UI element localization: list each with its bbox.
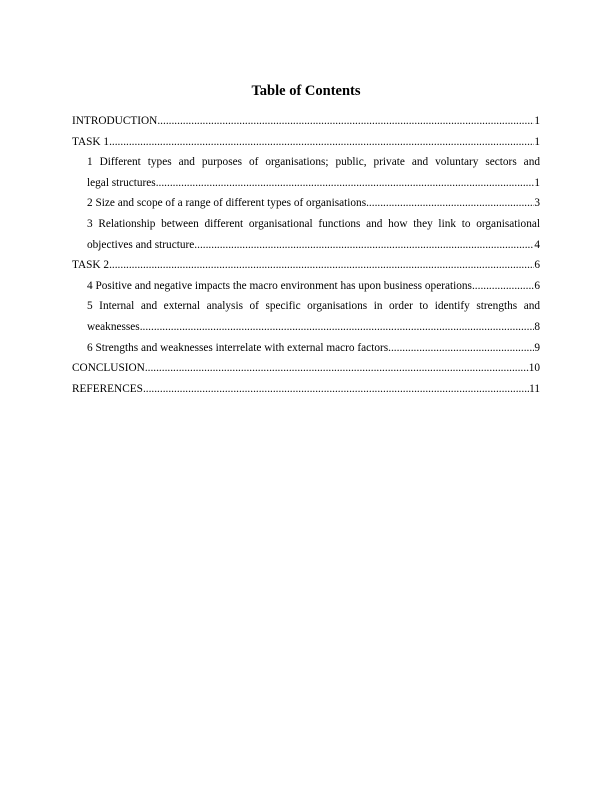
toc-entry-text: 2 Size and scope of a range of different types of organisations	[87, 197, 367, 210]
toc-entry-page: 1	[534, 135, 540, 148]
toc-entry-section-1[interactable]	[72, 152, 540, 193]
toc-entry-page: 6	[534, 259, 540, 272]
toc-entry-section-2[interactable]	[72, 193, 540, 214]
leader-dots	[143, 379, 529, 400]
toc-entry-page: 9	[534, 341, 540, 354]
toc-entry-text: INTRODUCTION	[72, 115, 158, 127]
leader-dots	[140, 317, 535, 338]
leader-dots	[145, 358, 529, 379]
toc-entry-page: 10	[528, 362, 540, 375]
toc-entry-introduction[interactable]	[72, 111, 540, 132]
leader-dots	[109, 255, 534, 276]
toc-entry-text: TASK 2	[72, 259, 110, 272]
toc-entry-section-3[interactable]	[72, 214, 540, 255]
toc-entry-text-line2: legal structures	[87, 176, 156, 189]
toc-title: Table of Contents	[251, 83, 361, 99]
toc-entry-section-6[interactable]	[72, 338, 540, 359]
leader-dots	[472, 276, 534, 297]
toc-entry-text-line1: 3 Relationship between different organisational functions and how they link to organisational	[87, 217, 540, 230]
leader-dots	[194, 235, 534, 256]
toc-entry-section-5[interactable]	[72, 296, 540, 337]
toc-entry-text: REFERENCES	[72, 382, 143, 395]
toc-entry-page: 11	[529, 382, 540, 395]
toc-entry-page: 1	[534, 176, 540, 189]
toc-entry-page: 3	[534, 197, 540, 210]
toc-entry-text: TASK 1	[72, 135, 110, 148]
toc-entry-text-line1: 1 Different types and purposes of organisations; public, private and voluntary sectors and	[87, 156, 540, 169]
toc-entry-page: 8	[534, 320, 540, 333]
toc-entry-page: 4	[534, 238, 540, 251]
toc-entry-page: 1	[534, 115, 540, 127]
toc-entry-task-2[interactable]	[72, 255, 540, 276]
toc-entry-task-1[interactable]	[72, 132, 540, 153]
toc-entry-page: 6	[534, 279, 540, 292]
leader-dots	[157, 111, 534, 132]
toc-entry-text: CONCLUSION	[72, 362, 145, 375]
toc-entry-references[interactable]	[72, 379, 540, 400]
toc-entry-section-4[interactable]	[72, 276, 540, 297]
toc-entry-text-line2: objectives and structure	[87, 238, 195, 251]
toc-entry-text: 6 Strengths and weaknesses interrelate with external macro factors	[87, 341, 389, 354]
toc-entry-text-line2: weaknesses	[87, 320, 140, 333]
leader-dots	[388, 338, 534, 359]
table-of-contents	[72, 111, 540, 399]
toc-entry-text: 4 Positive and negative impacts the macro environment has upon business operations	[87, 279, 472, 292]
leader-dots	[109, 132, 534, 153]
toc-entry-text-line1: 5 Internal and external analysis of specific organisations in order to identify strengths and	[87, 300, 540, 313]
leader-dots	[156, 173, 535, 194]
leader-dots	[366, 193, 534, 214]
toc-entry-conclusion[interactable]	[72, 358, 540, 379]
